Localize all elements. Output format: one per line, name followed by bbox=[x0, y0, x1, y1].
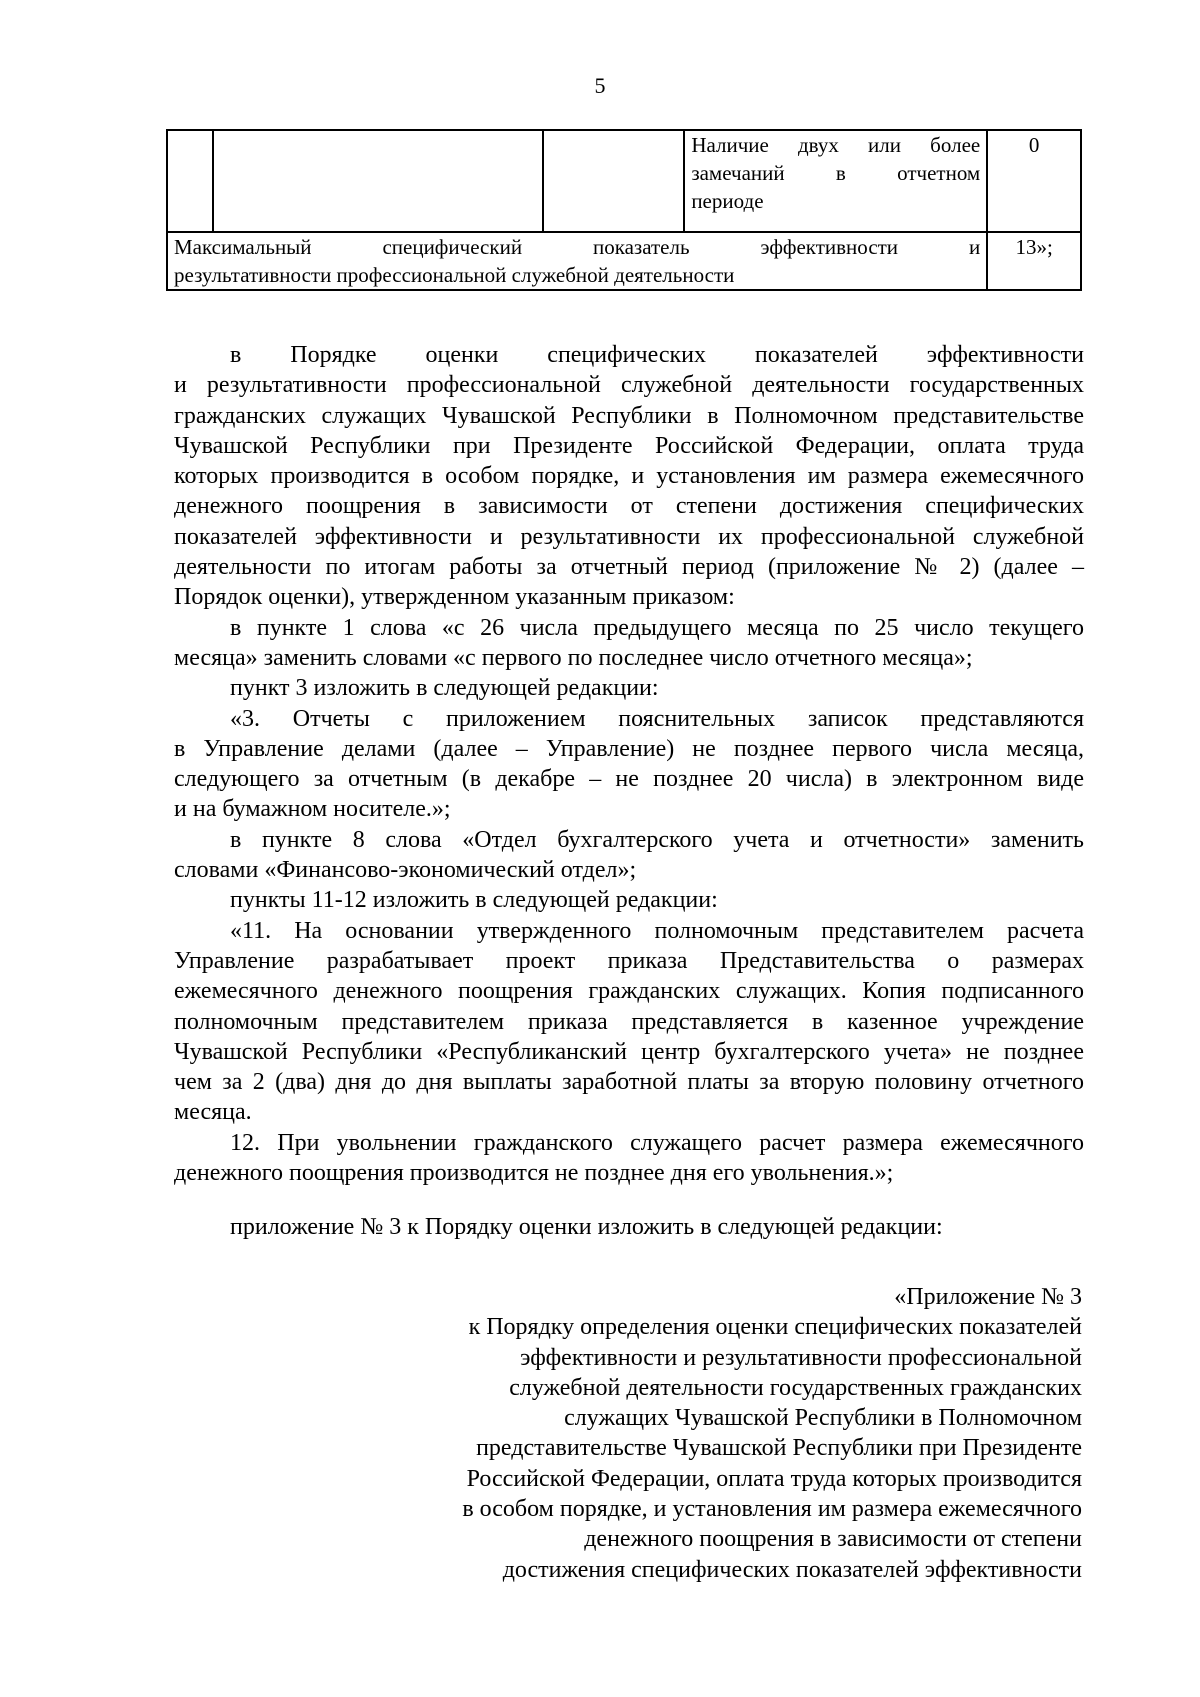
paragraph bbox=[174, 1128, 1084, 1189]
criterion-line: периоде bbox=[691, 189, 764, 213]
text-line: пункт 3 изложить в следующей редакции: bbox=[230, 675, 659, 702]
table-row bbox=[167, 130, 1081, 232]
paragraph bbox=[174, 673, 1084, 703]
paragraph bbox=[174, 613, 1084, 674]
paragraph bbox=[174, 825, 1084, 886]
appendix-line: эффективности и результативности профессиональной bbox=[520, 1344, 1082, 1371]
text-line: полномочным представителем приказа представляется в казенное учреждение bbox=[174, 1008, 1084, 1035]
paragraph bbox=[174, 885, 1084, 915]
text-line: которых производится в особом порядке, и установления им размера ежемесячного bbox=[174, 463, 1084, 490]
text-line: в пункте 8 слова «Отдел бухгалтерского учета и отчетности» заменить bbox=[230, 826, 1084, 853]
text-line: в Управление делами (далее – Управление) не позднее первого числа месяца, bbox=[174, 735, 1084, 762]
text-line: гражданских служащих Чувашской Республики в Полномочном представительстве bbox=[174, 402, 1084, 429]
text-line: и результативности профессиональной служебной деятельности государственных bbox=[174, 372, 1084, 399]
text-line: приложение № 3 к Порядку оценки изложить в следующей редакции: bbox=[230, 1214, 943, 1241]
document-body bbox=[174, 340, 1084, 1243]
table-cell-empty bbox=[543, 130, 684, 232]
page-number: 5 bbox=[594, 73, 606, 98]
criterion-line: замечаний в отчетном bbox=[691, 161, 981, 185]
text-line: денежного поощрения в зависимости от степени достижения специфических bbox=[174, 493, 1084, 520]
table-cell-empty bbox=[213, 130, 543, 232]
text-line: деятельности по итогам работы за отчетный период (приложение № 2) (далее – bbox=[174, 554, 1084, 581]
criterion-cell bbox=[684, 130, 987, 232]
text-line: и на бумажном носителе.»; bbox=[174, 796, 451, 823]
text-line: Чувашской Республики «Республиканский центр бухгалтерского учета» не позднее bbox=[174, 1038, 1084, 1065]
text-line: 12. При увольнении гражданского служащего расчет размера ежемесячного bbox=[230, 1129, 1084, 1156]
appendix-line: в особом порядке, и установления им размера ежемесячного bbox=[462, 1496, 1082, 1523]
text-line: Чувашской Республики при Президенте Российской Федерации, оплата труда bbox=[174, 432, 1084, 459]
text-line: ежемесячного денежного поощрения гражданских служащих. Копия подписанного bbox=[174, 978, 1084, 1005]
text-line: словами «Финансово-экономический отдел»; bbox=[174, 857, 637, 884]
paragraph-gap bbox=[174, 1188, 1084, 1212]
total-value-cell: 13»; bbox=[987, 232, 1081, 290]
paragraph bbox=[174, 1212, 1084, 1242]
appendix-line: служебной деятельности государственных гражданских bbox=[509, 1374, 1082, 1401]
criteria-table bbox=[166, 129, 1082, 291]
text-line: в Порядке оценки специфических показателей эффективности bbox=[230, 342, 1084, 368]
text-line: денежного поощрения производится не позднее дня его увольнения.»; bbox=[174, 1160, 894, 1187]
text-line: показателей эффективности и результативности их профессиональной служебной bbox=[174, 523, 1084, 550]
total-label-cell bbox=[167, 232, 987, 290]
text-line: Порядок оценки), утвержденном указанным приказом: bbox=[174, 584, 735, 611]
appendix-heading bbox=[322, 1282, 1082, 1585]
appendix-line: к Порядку определения оценки специфических показателей bbox=[468, 1314, 1082, 1341]
text-line: месяца» заменить словами «с первого по последнее число отчетного месяца»; bbox=[174, 644, 973, 671]
text-line: «11. На основании утвержденного полномочным представителем расчета bbox=[230, 917, 1084, 944]
appendix-line: достижения специфических показателей эффективности bbox=[502, 1556, 1082, 1583]
appendix-line: служащих Чувашской Республики в Полномочном bbox=[564, 1405, 1082, 1432]
criterion-line: Наличие двух или более bbox=[691, 133, 981, 157]
text-line: в пункте 1 слова «с 26 числа предыдущего месяца по 25 число текущего bbox=[230, 614, 1084, 641]
total-label-line: Максимальный специфический показатель эффективности и bbox=[174, 235, 981, 259]
table-total-row bbox=[167, 232, 1081, 290]
score-cell: 0 bbox=[987, 130, 1081, 232]
text-line: «3. Отчеты с приложением пояснительных записок представляются bbox=[230, 705, 1084, 732]
text-line: пункты 11-12 изложить в следующей редакции: bbox=[230, 887, 718, 914]
paragraph bbox=[174, 340, 1084, 613]
text-line: Управление разрабатывает проект приказа Представительства о размерах bbox=[174, 947, 1084, 974]
text-line: чем за 2 (два) дня до дня выплаты заработной платы за вторую половину отчетного bbox=[174, 1069, 1084, 1096]
paragraph bbox=[174, 916, 1084, 1128]
text-line: следующего за отчетным (в декабре – не позднее 20 числа) в электронном виде bbox=[174, 766, 1084, 793]
appendix-line: Российской Федерации, оплата труда которых производится bbox=[466, 1465, 1082, 1492]
table-cell-empty bbox=[167, 130, 213, 232]
text-line: месяца. bbox=[174, 1099, 252, 1126]
appendix-line: представительстве Чувашской Республики при Президенте bbox=[476, 1435, 1082, 1462]
paragraph bbox=[174, 704, 1084, 825]
appendix-line: «Приложение № 3 bbox=[894, 1284, 1082, 1310]
appendix-line: денежного поощрения в зависимости от степени bbox=[584, 1526, 1082, 1553]
total-label-line: результативности профессиональной служебной деятельности bbox=[174, 263, 735, 287]
